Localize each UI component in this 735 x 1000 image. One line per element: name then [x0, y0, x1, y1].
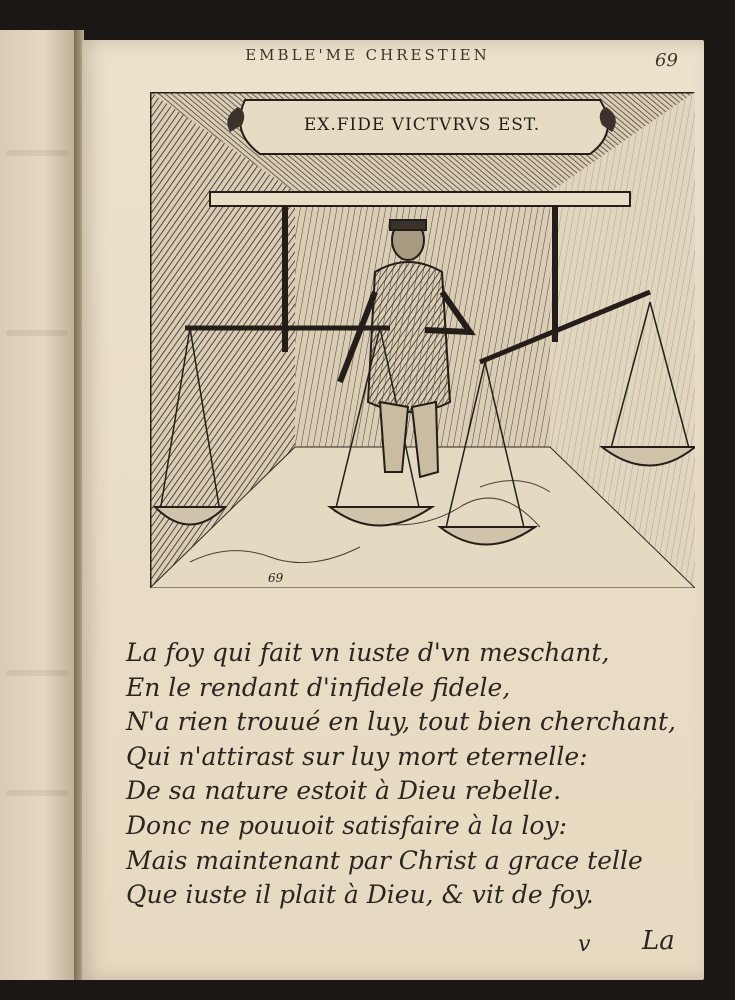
running-head: EMBLE'ME CHRESTIEN: [245, 46, 490, 64]
bleed-through-mark: [6, 670, 68, 676]
bleed-through-mark: [6, 330, 68, 336]
verse-line: Que iuste il plait à Dieu, & vit de foy.: [126, 880, 594, 910]
verse-line: De sa nature estoit à Dieu rebelle.: [126, 776, 562, 806]
emblem-engraving: [150, 92, 695, 588]
beam: [210, 192, 630, 206]
verse-line: Mais maintenant par Christ a grace telle: [126, 845, 643, 875]
bleed-through-mark: [6, 790, 68, 796]
verse-line: Donc ne pouuoit satisfaire à la loy:: [126, 810, 568, 840]
bleed-through-mark: [6, 150, 68, 156]
motto: EX.FIDE VICTVRVS EST.: [303, 115, 541, 135]
plate-number: 69: [268, 571, 284, 585]
catchword: La: [642, 926, 675, 956]
verse-line: N'a rien trouué en luy, tout bien cherchant,: [126, 707, 676, 737]
verse-block: [126, 636, 686, 913]
verse-line: En le rendant d'infidele fidele,: [126, 672, 511, 702]
left-page-edge: [0, 30, 80, 980]
verse-line: Qui n'attirast sur luy mort eternelle:: [126, 741, 588, 771]
signature-mark: v: [578, 932, 591, 957]
page-number: 69: [655, 50, 678, 71]
verse-line: La foy qui fait vn iuste d'vn meschant,: [126, 638, 610, 667]
